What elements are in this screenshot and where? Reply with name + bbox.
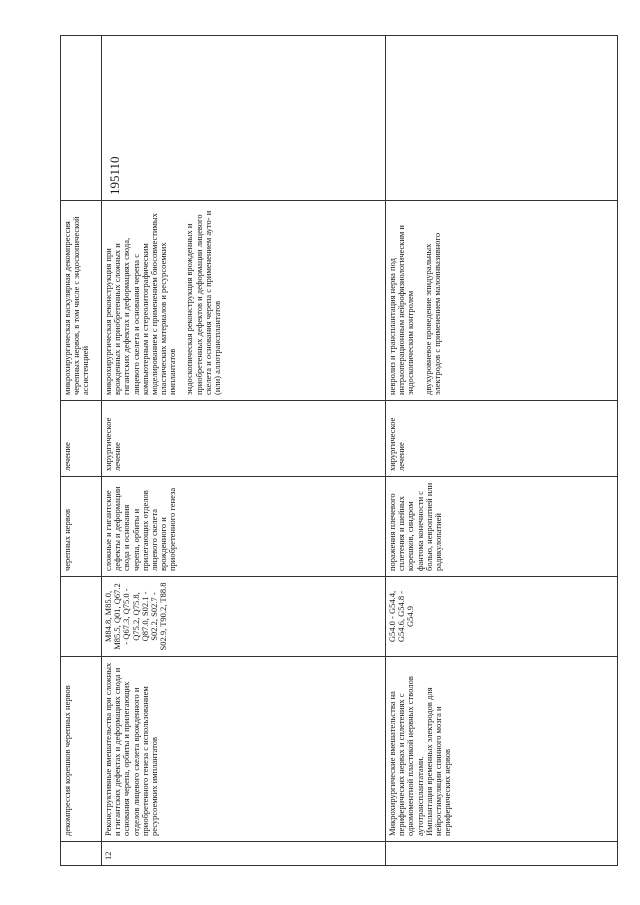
cell-method: микрохирургическая васкулярная декомпрессия черепных нервов, в том числе с эндоскопической ассистенцией bbox=[61, 201, 102, 401]
cell-model: черепных нервов bbox=[61, 477, 102, 577]
cell-model: поражения плечевого сплетения и шейных корешков, синдром фантома конечности с болью, невропатией или радикулопатией bbox=[386, 477, 618, 577]
cell-cost bbox=[386, 36, 618, 201]
cell-name: декомпрессия корешков черепных нервов bbox=[61, 657, 102, 842]
cell-treatment: лечение bbox=[61, 401, 102, 477]
procedures-table bbox=[60, 35, 618, 866]
cell-number: 12 bbox=[102, 842, 386, 866]
cell-method bbox=[102, 201, 386, 401]
name-text: Микрохирургические вмешательства на периферических нервах и сплетениях с одномоментной пластикой нервных стволов аутотрансплантатами. bbox=[387, 676, 425, 836]
method-text: двухуровневое проведение эпидуральных электродов с применением малоинвазивного bbox=[422, 232, 442, 395]
cell-icd bbox=[61, 577, 102, 657]
cell-name bbox=[386, 657, 618, 842]
method-text: микрохирургическая реконструкция при врожденных и приобретенных сложных и гигантских дефектах и деформациях свода, лицевого скелета и основания черепа с компьютерным и стереолитографическим моделированием с применением биосовместимых пластических материалов и ресурсоемких имплантатов bbox=[103, 213, 178, 395]
cell-treatment: хирургическое лечение bbox=[102, 401, 386, 477]
cell-icd: G54.0 - G54.4, G54.6, G54.8 - G54.9 bbox=[386, 577, 618, 657]
cell-cost bbox=[61, 36, 102, 201]
cell-method bbox=[386, 201, 618, 401]
cell-model: сложные и гигантские дефекты и деформации свода и основания черепа, орбиты и прилегающих отделов лицевого скелета врожденного и приобретенного генеза bbox=[102, 477, 386, 577]
cell-icd: M84.8, M85.0, M85.5, Q01, Q67.2 - Q67.3, Q75.0 - Q75.2, Q75.8, Q87.0, S02.1 - S02.2, S02.7 - S02.9, T90.2, T88.8 bbox=[102, 577, 386, 657]
method-text: эндоскопическая реконструкция врожденных и приобретенных дефектов и деформации лицевого скелета и основания черепа с применением ауто- и (или) аллотрансплантатов bbox=[184, 210, 222, 395]
method-text: невролиз и трансплантация нерва под интраоперационным нейрофизиологическим и эндоскопическим контролем bbox=[387, 225, 416, 395]
name-text: Имплантация временных электродов для нейростимуляции спинного мозга и периферических нервов bbox=[423, 687, 453, 836]
cell-number bbox=[386, 842, 618, 866]
cell-name: Реконструктивные вмешательства при сложных и гигантских дефектах и деформациях свода и основания черепа, орбиты и прилегающих отделов лицевого скелета врожденного и приобретенного генеза с использованием ресурсоемких имплантатов bbox=[102, 657, 386, 842]
table-row bbox=[102, 36, 386, 866]
cell-number bbox=[61, 842, 102, 866]
cell-treatment: хирургическое лечение bbox=[386, 401, 618, 477]
table-row bbox=[386, 36, 618, 866]
table-row bbox=[61, 36, 102, 866]
cell-cost: 195110 bbox=[102, 36, 386, 201]
rotated-page bbox=[60, 36, 610, 866]
